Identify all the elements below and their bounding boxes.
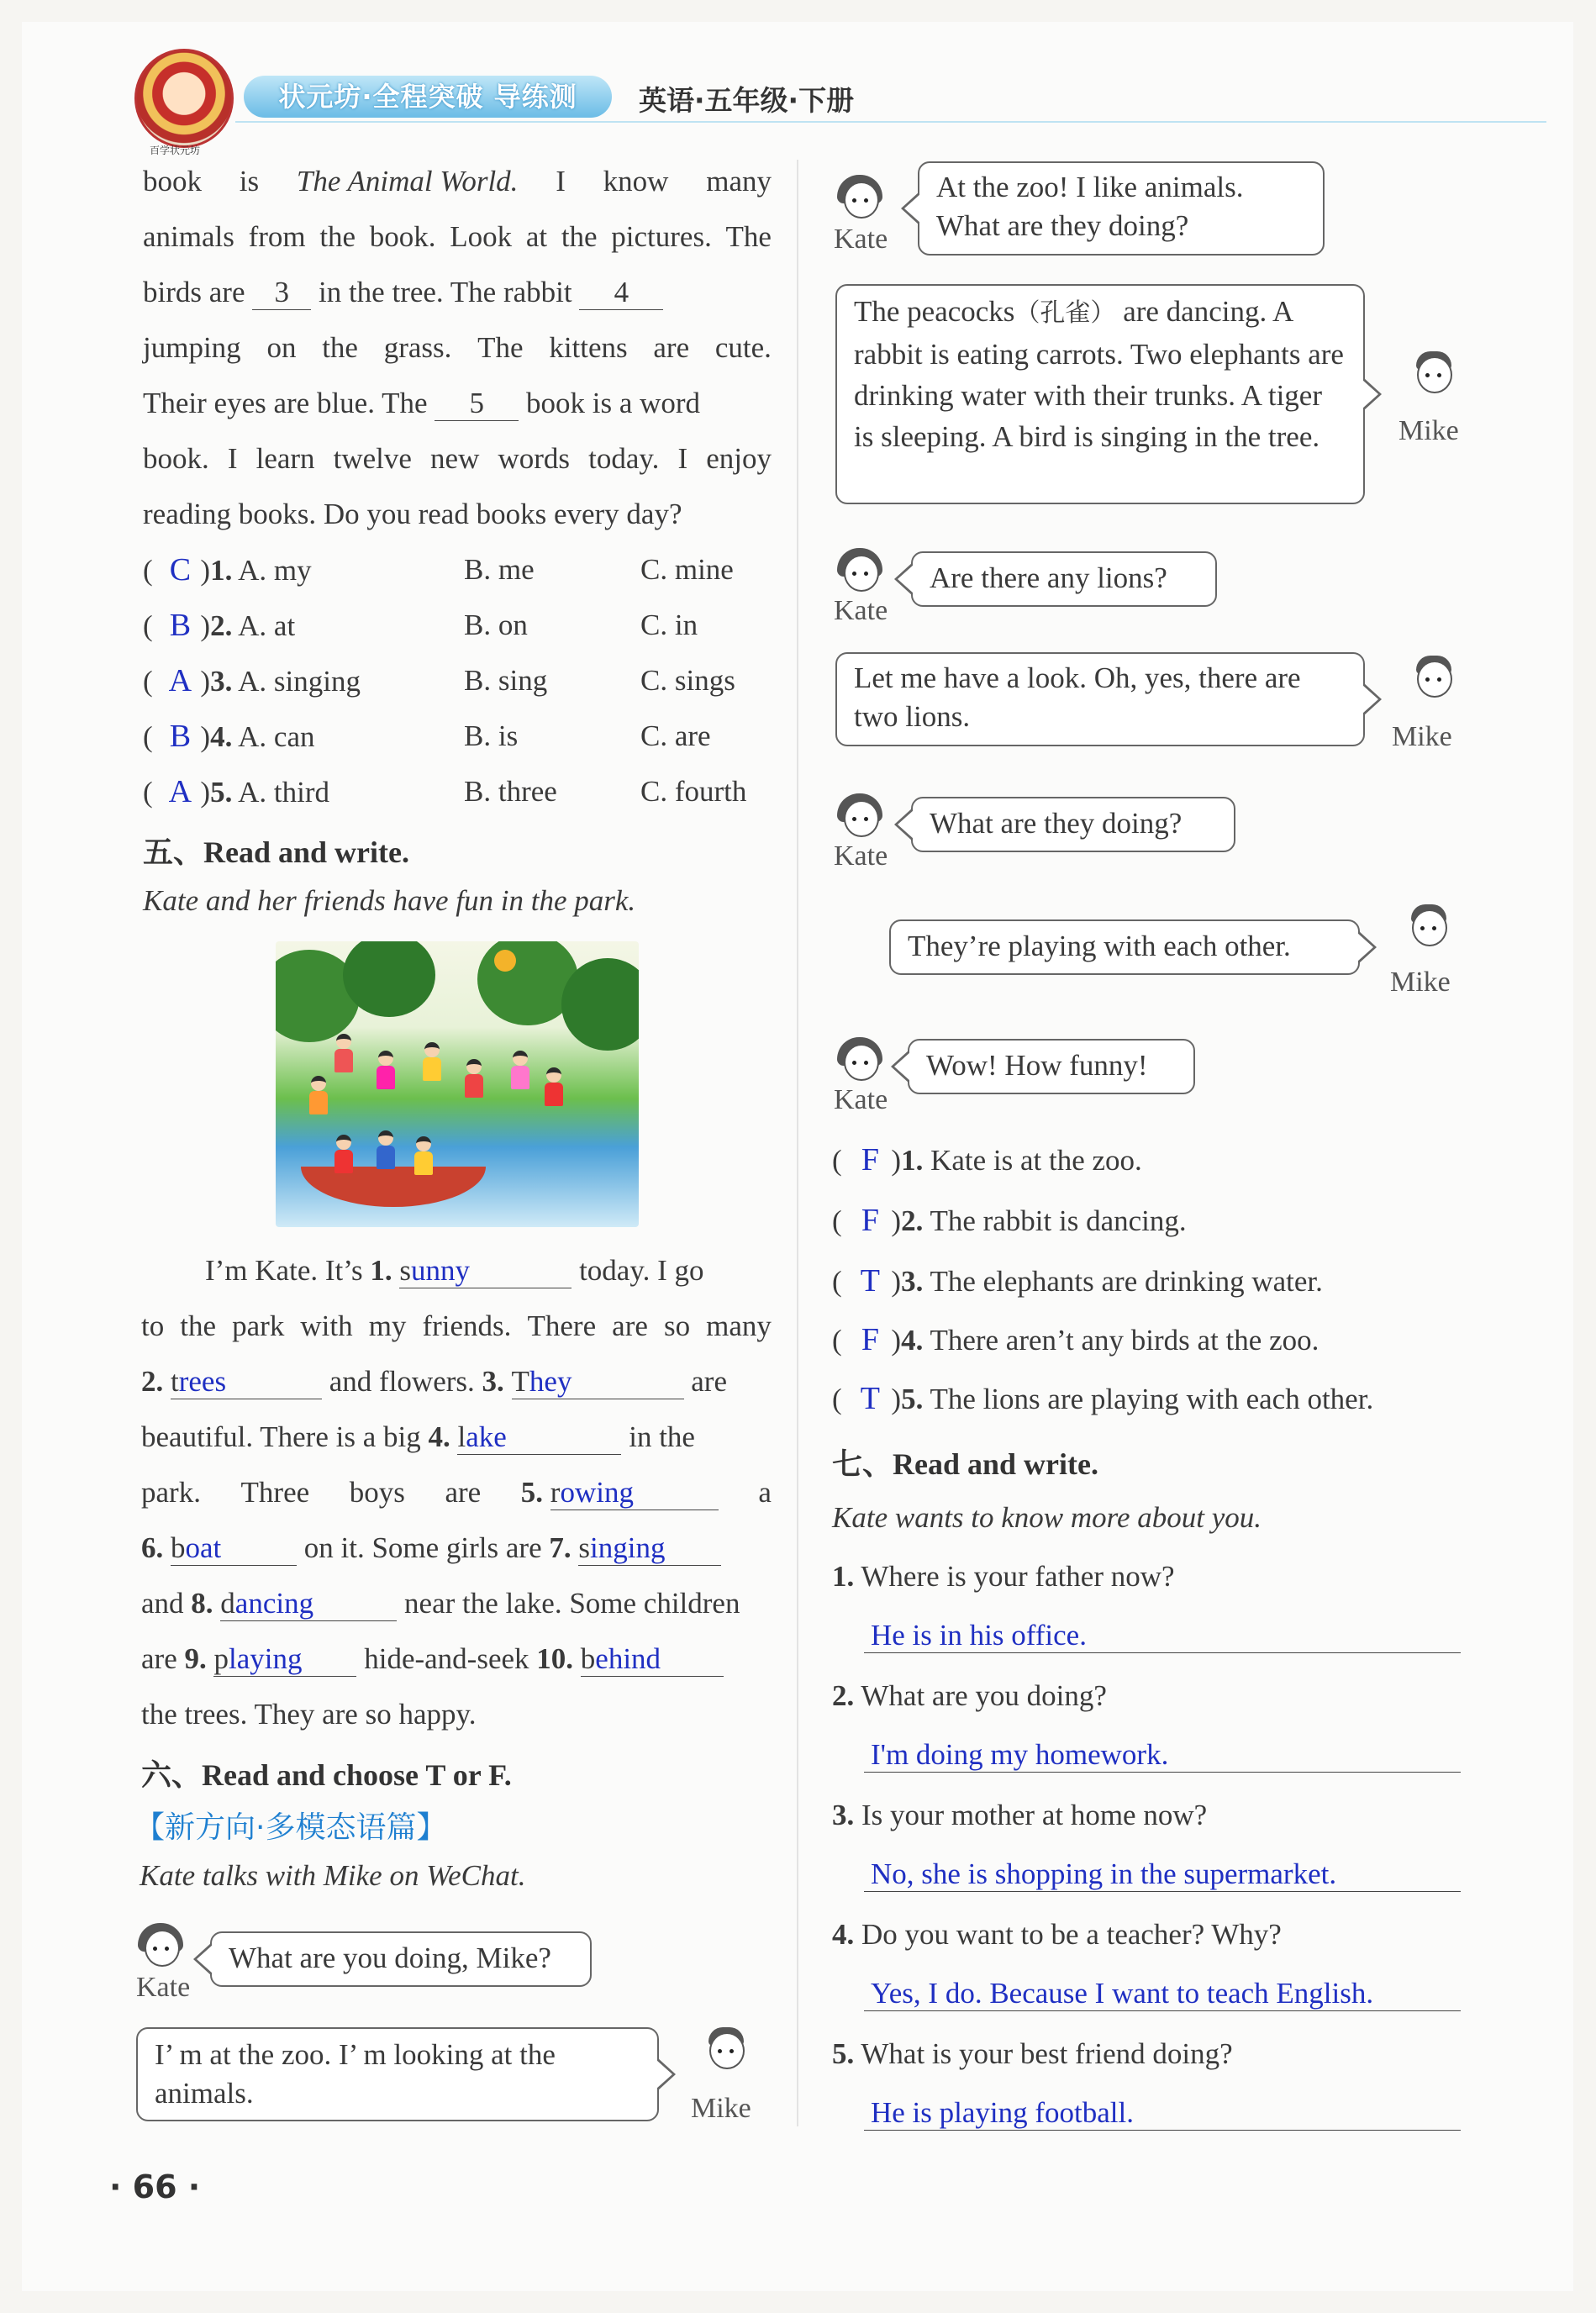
- choice-row: ( C )1. A. my: [143, 552, 312, 587]
- option-b: B. is: [464, 719, 519, 752]
- cloze-line-5: park. Three boys are 5. rowing a: [141, 1476, 772, 1509]
- chat-bubble-mike: The peacocks（孔雀） are dancing. A rabbit is eating carrots. Two elephants are drinking water with their trunks. A tiger is sleeping. A bird is singing in the tree.: [835, 284, 1365, 504]
- passage-line-7: reading books. Do you read books every day?: [143, 498, 682, 530]
- section-5-heading: 五、Read and write.: [143, 835, 409, 869]
- chat-bubble-kate: What are they doing?: [911, 797, 1235, 852]
- speaker-kate: Kate: [834, 840, 888, 872]
- passage-line-5: Their eyes are blue. The 5 book is a word: [143, 387, 701, 419]
- option-b: B. three: [464, 775, 557, 808]
- section-6-tag: 【新方向·多模态语篇】: [134, 1810, 447, 1845]
- cloze-line-7: and 8. dancing near the lake. Some children: [141, 1587, 740, 1620]
- page-number: · 66 ·: [109, 2168, 201, 2205]
- answer-line: Yes, I do. Because I want to teach English.: [864, 1977, 1461, 2011]
- kate-avatar-icon: [835, 1037, 882, 1084]
- kate-avatar-icon: [136, 1923, 183, 1970]
- mike-avatar-icon: [1404, 903, 1451, 950]
- cloze-line-6: 6. boat on it. Some girls are 7. singing: [141, 1531, 721, 1566]
- header-rule: [235, 121, 1546, 123]
- section-6-intro: Kate talks with Mike on WeChat.: [140, 1859, 526, 1892]
- answer-line: No, she is shopping in the supermarket.: [864, 1857, 1461, 1892]
- blank-4: 4: [579, 276, 663, 310]
- option-b: B. sing: [464, 664, 548, 697]
- tf-item: ( F )2. The rabbit is dancing.: [832, 1203, 1187, 1238]
- speaker-mike: Mike: [1390, 967, 1451, 998]
- cloze-line-8: are 9. playing hide-and-seek 10. behind: [141, 1642, 724, 1677]
- series-banner: 状元坊·全程突破 导练测: [244, 76, 612, 118]
- mike-avatar-icon: [1409, 654, 1456, 701]
- kate-avatar-icon: [835, 793, 882, 840]
- tf-item: ( F )1. Kate is at the zoo.: [832, 1142, 1142, 1178]
- blank-3: 3: [252, 276, 311, 310]
- cloze-line-1: I’m Kate. It’s 1. sunny today. I go: [205, 1254, 704, 1287]
- option-c: C. are: [640, 719, 711, 752]
- chat-bubble-kate: At the zoo! I like animals. What are they doing?: [918, 161, 1325, 256]
- passage-line-4: jumping on the grass. The kittens are cute.: [143, 331, 772, 364]
- logo-caption: 百学状元坊: [150, 145, 201, 156]
- kate-avatar-icon: [835, 175, 882, 222]
- option-c: C. fourth: [640, 775, 747, 808]
- kate-avatar-icon: [835, 548, 882, 595]
- choice-row: ( A )5. A. third: [143, 774, 330, 809]
- cloze-line-4: beautiful. There is a big 4. lake in the: [141, 1420, 695, 1453]
- blank-5: 5: [435, 387, 519, 421]
- speaker-mike: Mike: [691, 2093, 751, 2124]
- passage-line-6: book. I learn twelve new words today. I enjoy: [143, 442, 772, 475]
- cloze-line-3: 2. trees and flowers. 3. They are: [141, 1365, 727, 1398]
- answer-line: He is in his office.: [864, 1619, 1461, 1653]
- chat-bubble-mike: I’ m at the zoo. I’ m looking at the animals.: [136, 2027, 659, 2121]
- column-divider: [797, 160, 798, 2126]
- question: 3. Is your mother at home now?: [832, 1799, 1208, 1831]
- cloze-line-2: to the park with my friends. There are so many: [141, 1309, 772, 1342]
- chat-bubble-kate: Are there any lions?: [911, 551, 1217, 607]
- question: 5. What is your best friend doing?: [832, 2037, 1233, 2070]
- question: 1. Where is your father now?: [832, 1560, 1175, 1593]
- answer-line: He is playing football.: [864, 2096, 1461, 2131]
- option-b: B. me: [464, 553, 535, 586]
- choice-row: ( B )2. A. at: [143, 608, 296, 643]
- answer-line: I'm doing my homework.: [864, 1738, 1461, 1773]
- chat-bubble-kate: What are you doing, Mike?: [210, 1931, 592, 1987]
- chat-bubble-kate: Wow! How funny!: [908, 1039, 1195, 1094]
- cloze-line-9: the trees. They are so happy.: [141, 1698, 477, 1731]
- section-7-heading: 七、Read and write.: [832, 1447, 1098, 1481]
- park-illustration: [276, 941, 639, 1227]
- speaker-kate: Kate: [834, 224, 888, 255]
- question: 2. What are you doing?: [832, 1679, 1107, 1712]
- tf-item: ( F )4. There aren’t any birds at the zoo.: [832, 1322, 1319, 1357]
- speaker-kate: Kate: [834, 1084, 888, 1115]
- option-c: C. in: [640, 609, 698, 641]
- passage-line-1: book is The Animal World. I know many: [143, 165, 772, 198]
- option-c: C. mine: [640, 553, 734, 586]
- option-c: C. sings: [640, 664, 735, 697]
- header-subject: 英语·五年级·下册: [639, 84, 855, 117]
- passage-line-3: birds are 3 in the tree. The rabbit 4: [143, 276, 663, 310]
- tf-item: ( T )3. The elephants are drinking water.: [832, 1263, 1323, 1299]
- logo-icon: [134, 49, 234, 148]
- choice-row: ( A )3. A. singing: [143, 663, 361, 698]
- question: 4. Do you want to be a teacher? Why?: [832, 1918, 1282, 1951]
- passage-line-2: animals from the book. Look at the pictures. The: [143, 220, 772, 253]
- section-6-heading: 六、Read and choose T or F.: [141, 1758, 512, 1792]
- tf-item: ( T )5. The lions are playing with each other.: [832, 1381, 1374, 1416]
- section-7-intro: Kate wants to know more about you.: [832, 1501, 1262, 1534]
- speaker-kate: Kate: [834, 595, 888, 626]
- mike-avatar-icon: [1409, 350, 1456, 397]
- section-5-intro: Kate and her friends have fun in the park.: [143, 884, 636, 917]
- choice-row: ( B )4. A. can: [143, 719, 315, 754]
- speaker-mike: Mike: [1398, 415, 1459, 446]
- chat-bubble-mike: Let me have a look. Oh, yes, there are two lions.: [835, 652, 1365, 746]
- chat-bubble-mike: They’re playing with each other.: [889, 919, 1360, 975]
- speaker-kate: Kate: [136, 1972, 191, 2003]
- mike-avatar-icon: [701, 2026, 748, 2073]
- option-b: B. on: [464, 609, 528, 641]
- speaker-mike: Mike: [1392, 721, 1452, 752]
